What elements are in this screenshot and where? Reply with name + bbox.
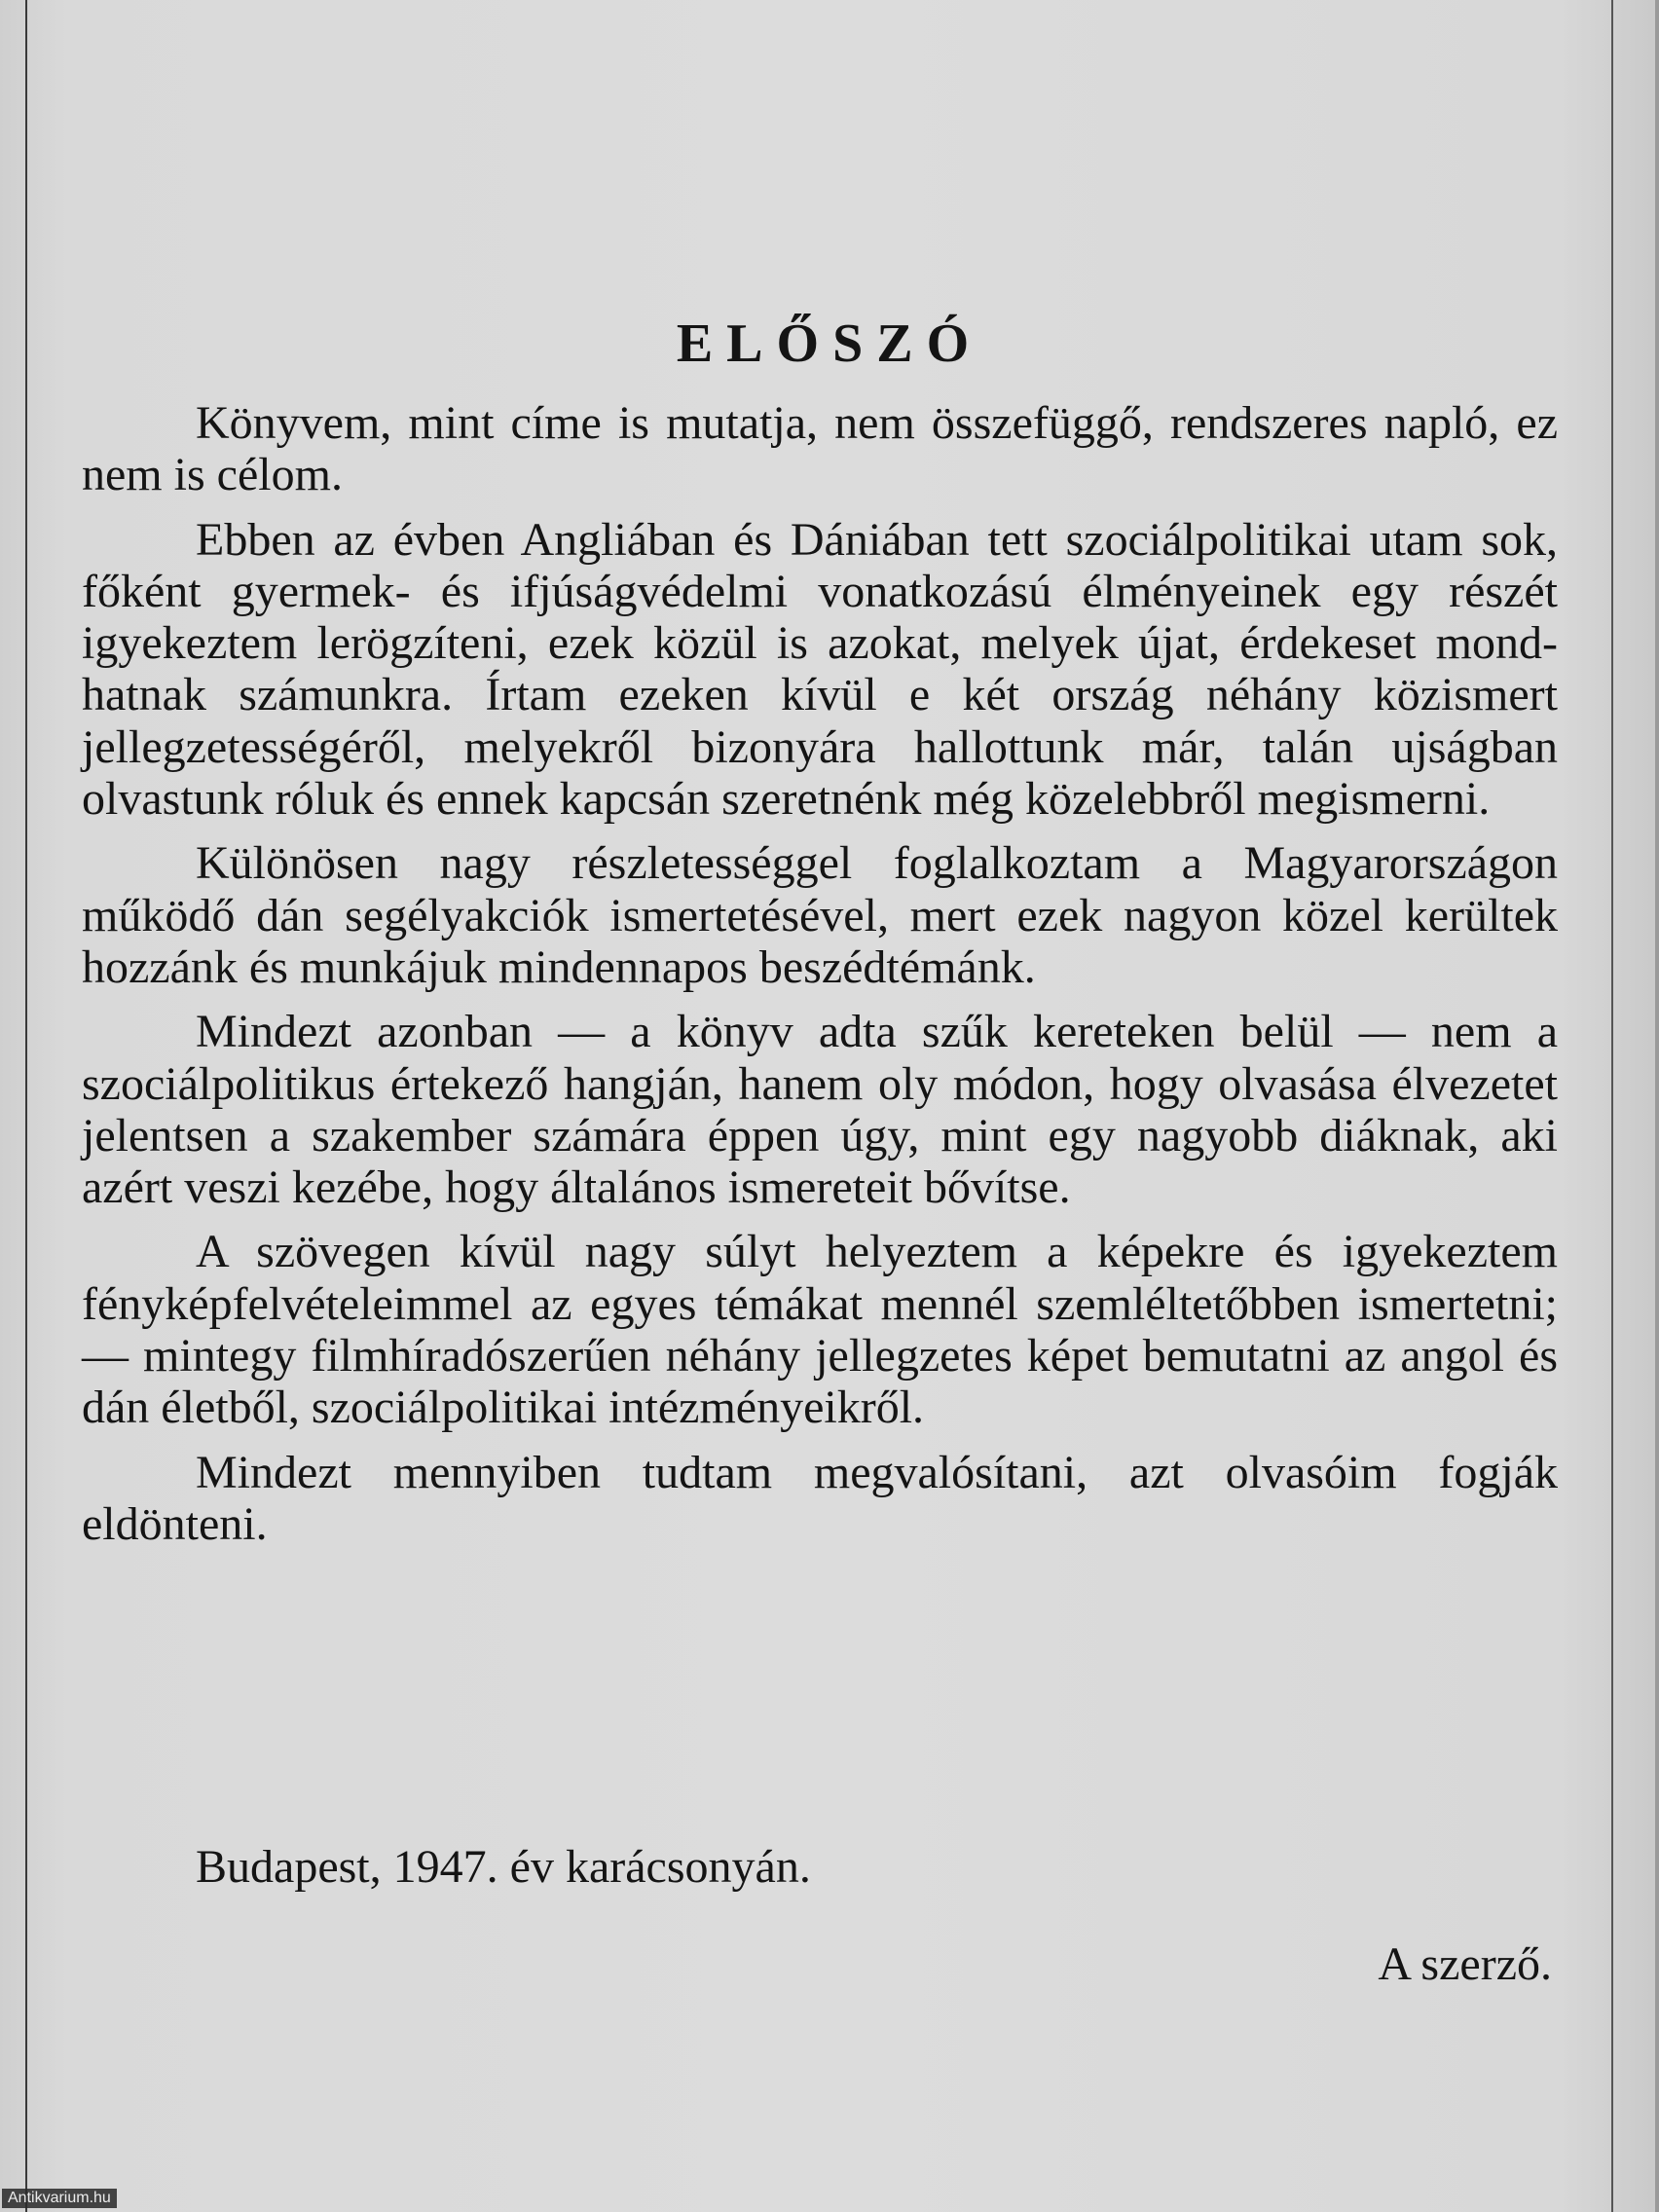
paragraph-5: A szövegen kívül nagy súlyt helyeztem a képekre és igyekeztem fényképfelvételeimmel az egyes témákat mennél szemléltetőbben ismertetni; — mintegy filmhíradószerűen néhány jellegzetes képet bemutatni az angol és dán életből, szociálpolitikai intézményeikről. <box>82 1226 1558 1434</box>
watermark: Antikvarium.hu <box>2 2189 117 2208</box>
preface-body <box>82 397 1558 1563</box>
paragraph-2: Ebben az évben Angliában és Dániában tett szociálpolitikai utam sok, főként gyermek- és ifjúságvédelmi vonatkozású élményeinek egy részét igyekeztem lerögzíteni, ezek közül is azokat, melyek újat, érdekeset mondhatnak számunkra. Írtam ezeken kívül e két ország néhány közismert jellegzetességéről, melyekről bizonyára hallottunk már, talán ujságban olvastunk róluk és ennek kapcsán szeretnénk még közelebbről megismerni. <box>82 513 1558 826</box>
page-title: ELŐSZÓ <box>676 313 983 374</box>
paragraph-4: Mindezt azonban — a könyv adta szűk kereteken belül — nem a szociálpolitikus értekező hangján, hanem oly módon, hogy olvasása élvezetet jelentsen a szakember számára éppen úgy, mint egy nagyobb diáknak, aki azért veszi kezébe, hogy általános ismereteit bővítse. <box>82 1006 1558 1214</box>
author-signature: A szerző. <box>1378 1938 1552 1990</box>
paragraph-1: Könyvem, mint címe is mutatja, nem összefüggő, rendszeres napló, ez nem is célom. <box>82 397 1558 501</box>
paragraph-6: Mindezt mennyiben tudtam megvalósítani, azt olvasóim fogják eldönteni. <box>82 1446 1558 1550</box>
dateline: Budapest, 1947. év karácsonyán. <box>196 1841 811 1893</box>
paragraph-3: Különösen nagy részletességgel foglalkoztam a Magyarországon működő dán segélyakciók ismertetésével, mert ezek nagyon közel kerültek hozzánk és munkájuk mindennapos beszédtémánk. <box>82 837 1558 993</box>
